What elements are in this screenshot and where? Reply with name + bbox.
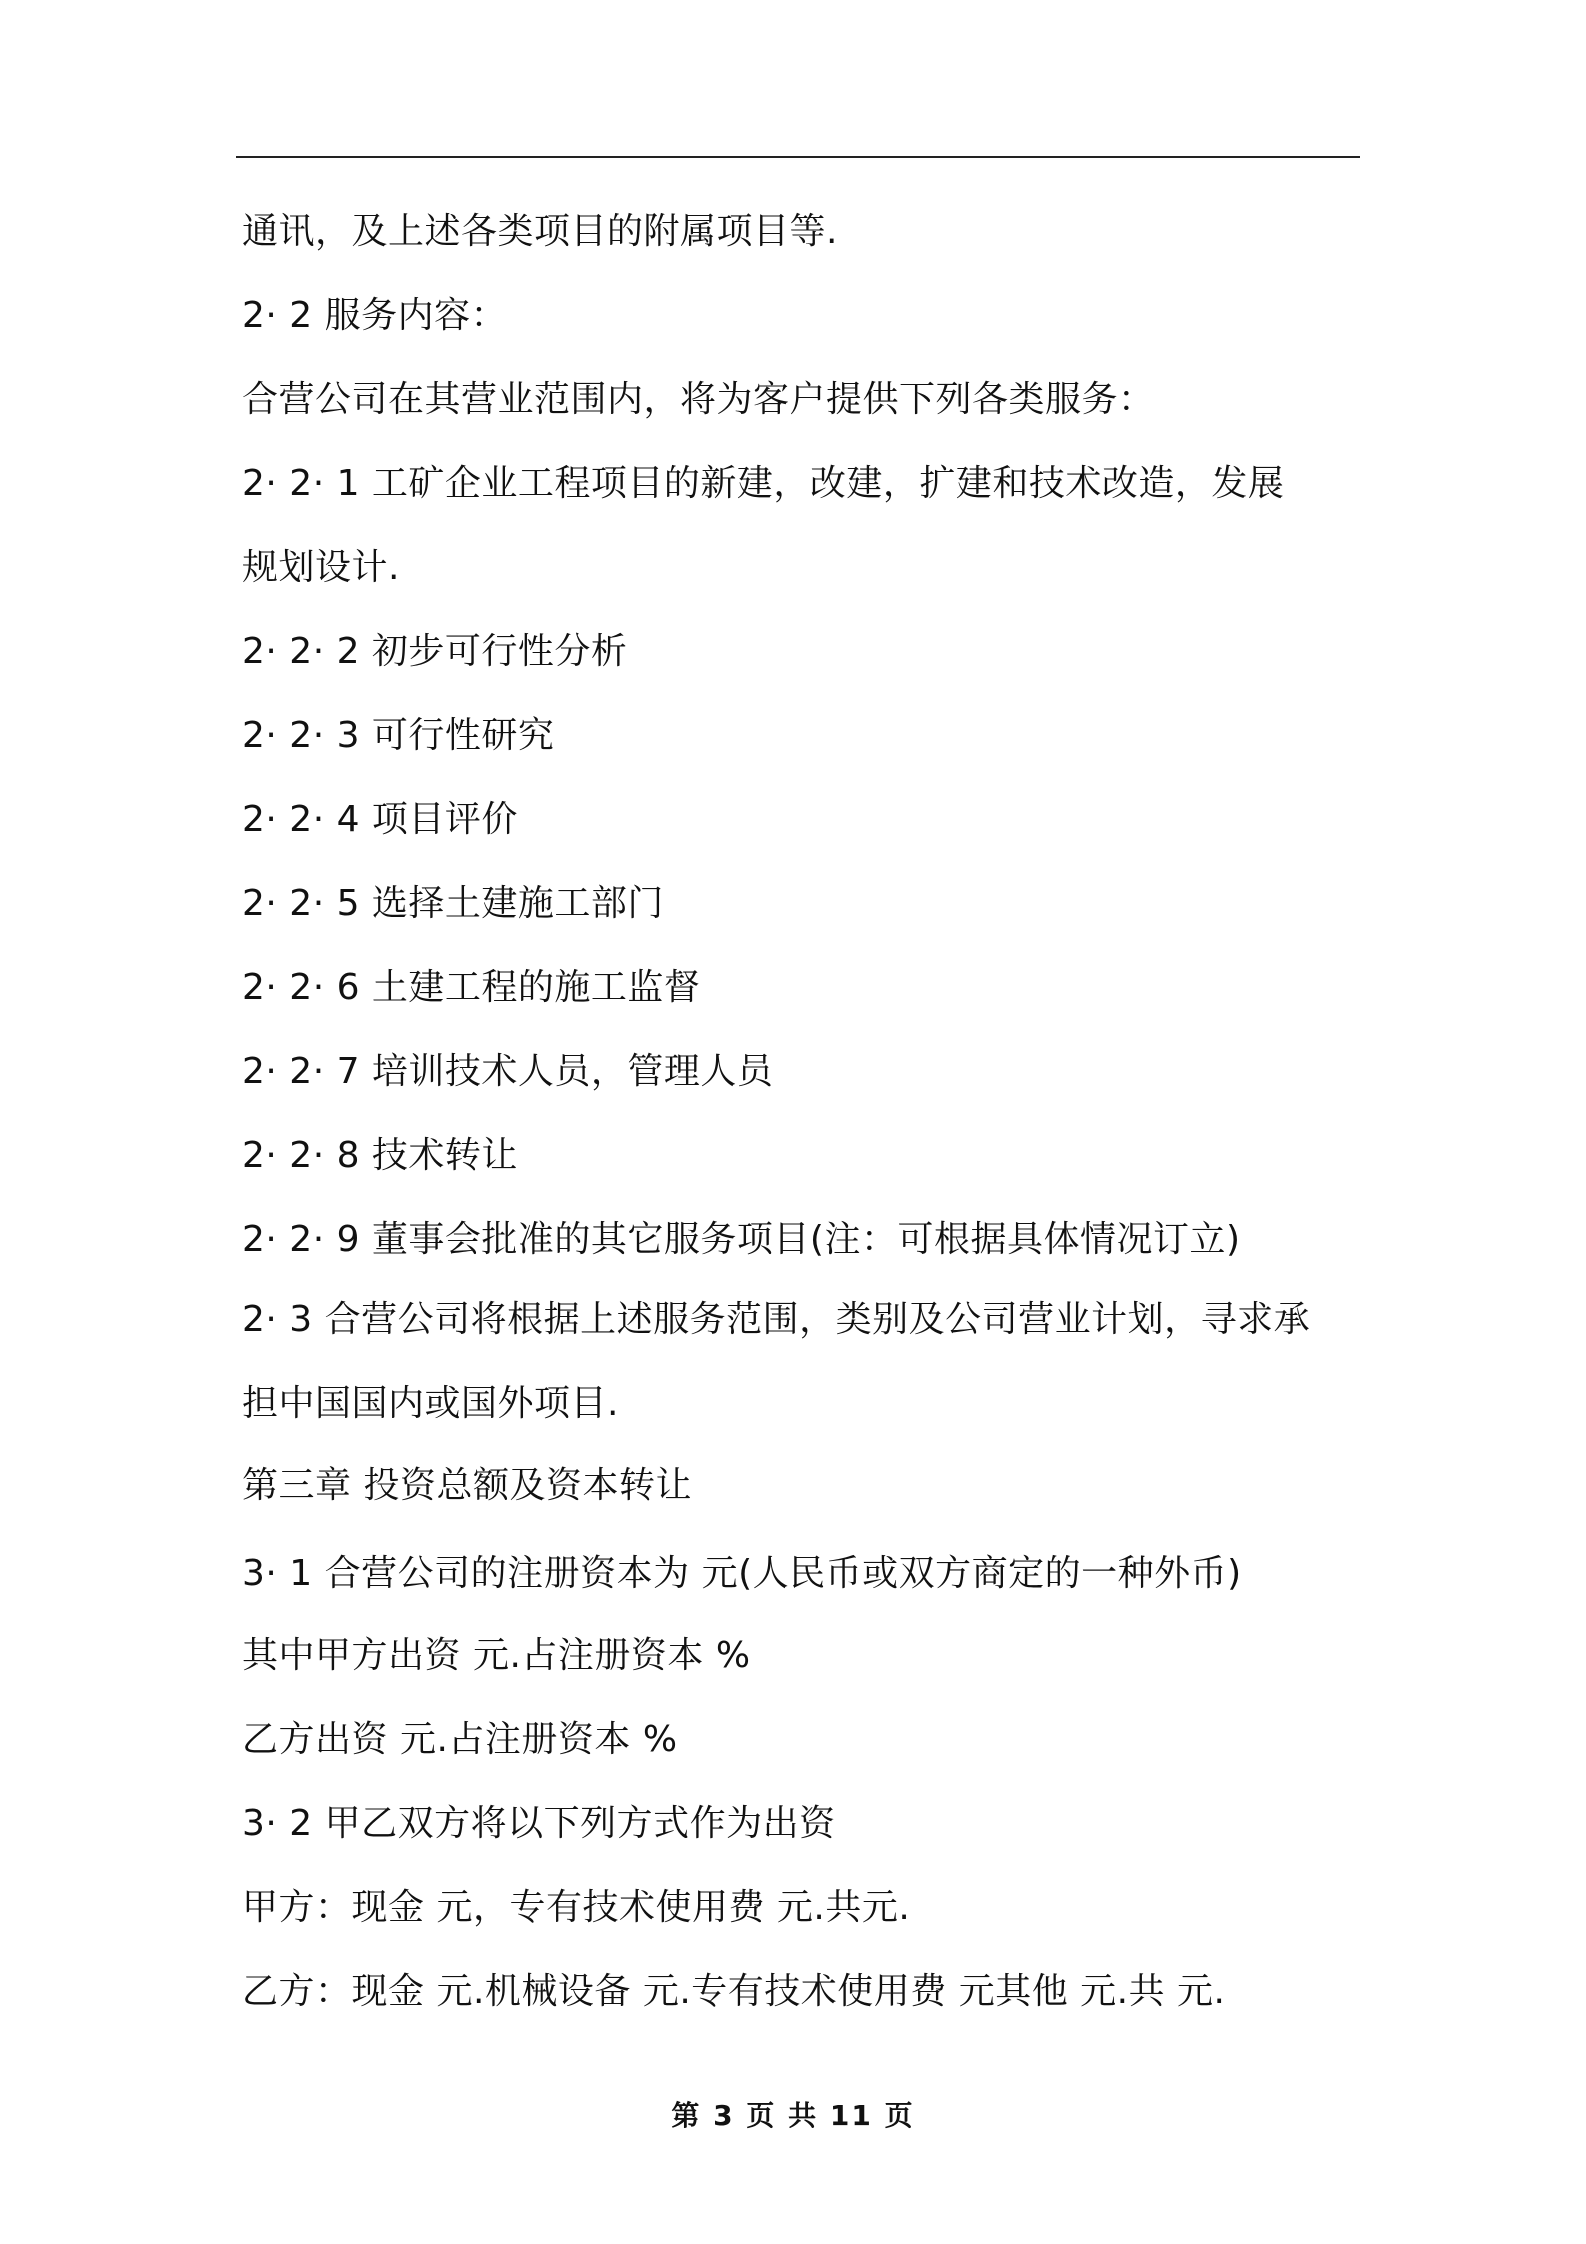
paragraph-line: 担中国国内或国外项目. <box>242 1383 619 1424</box>
page-number: 第 3 页 共 11 页 <box>671 2099 915 2132</box>
list-item: 2· 2· 5 选择土建施工部门 <box>242 883 664 924</box>
list-item: 2· 2· 2 初步可行性分析 <box>242 631 628 672</box>
list-item: 2· 2· 9 董事会批准的其它服务项目(注：可根据具体情况订立) <box>242 1219 1241 1260</box>
list-item: 2· 2· 8 技术转让 <box>242 1135 518 1176</box>
paragraph-line: 其中甲方出资 元.占注册资本 % <box>242 1635 751 1676</box>
list-item: 2· 3 合营公司将根据上述服务范围，类别及公司营业计划，寻求承 <box>242 1299 1311 1340</box>
paragraph-line: 合营公司在其营业范围内，将为客户提供下列各类服务： <box>242 379 1155 420</box>
paragraph-line: 通讯，及上述各类项目的附属项目等. <box>242 211 838 252</box>
chapter-heading: 第三章 投资总额及资本转让 <box>242 1465 692 1506</box>
list-item: 2· 2· 4 项目评价 <box>242 799 518 840</box>
list-item: 3· 1 合营公司的注册资本为 元(人民币或双方商定的一种外币) <box>242 1553 1242 1594</box>
list-item: 2· 2· 6 土建工程的施工监督 <box>242 967 701 1008</box>
list-item: 3· 2 甲乙双方将以下列方式作为出资 <box>242 1803 836 1844</box>
section-heading: 2· 2 服务内容： <box>242 295 508 336</box>
list-item: 2· 2· 3 可行性研究 <box>242 715 555 756</box>
paragraph-line: 乙方出资 元.占注册资本 % <box>242 1719 678 1760</box>
paragraph-line: 乙方：现金 元.机械设备 元.专有技术使用费 元其他 元.共 元. <box>242 1971 1226 2012</box>
paragraph-line: 甲方：现金 元，专有技术使用费 元.共元. <box>242 1887 911 1928</box>
paragraph-line: 规划设计. <box>242 547 400 588</box>
header-rule <box>236 156 1360 158</box>
list-item: 2· 2· 1 工矿企业工程项目的新建，改建，扩建和技术改造，发展 <box>242 463 1285 504</box>
list-item: 2· 2· 7 培训技术人员，管理人员 <box>242 1051 774 1092</box>
